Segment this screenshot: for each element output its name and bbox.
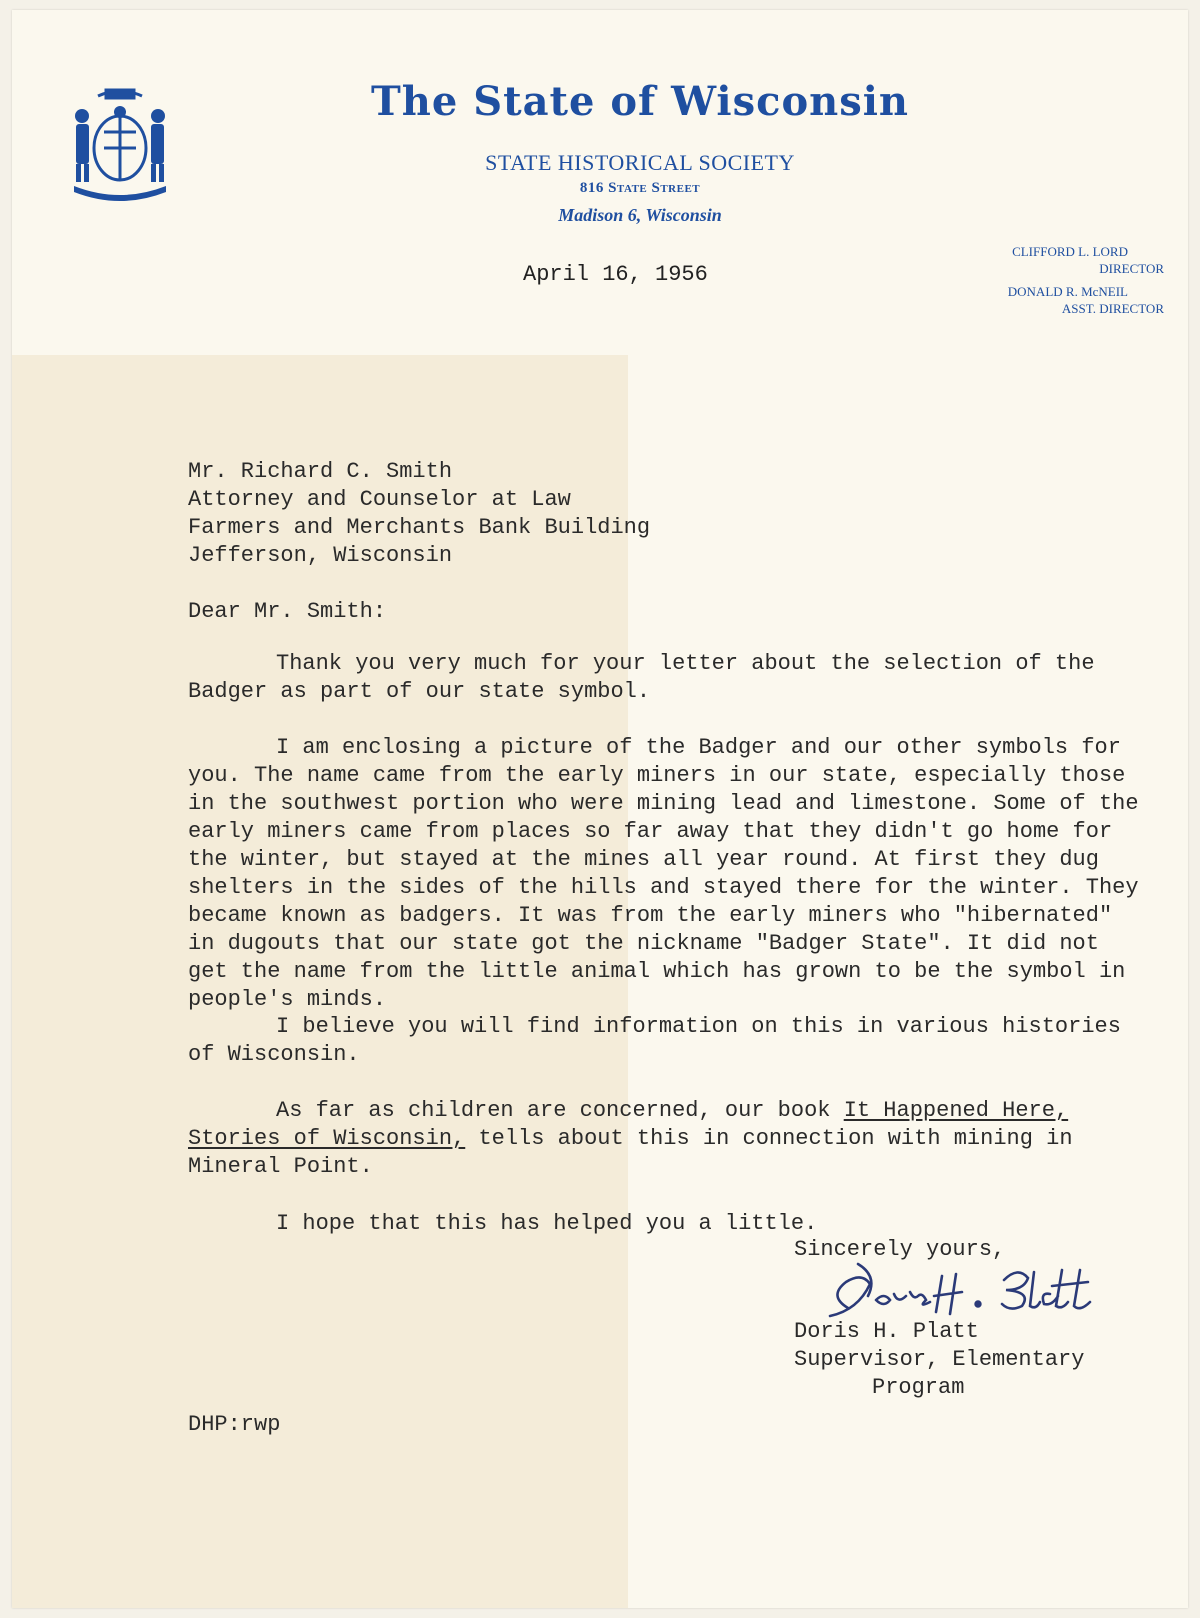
paragraph: I am enclosing a picture of the Badger and our other symbols for you. The name came from the early miners in our state, especially those in the southwest portion who were mining lead and limestone. Some of the early miners came from places so far away that they didn't go home for the winter, but stayed at the mines all year round. At first they dug shelters in the sides of the hills and stayed there for the winter. They became known as badgers. It was from the early miners who "hibernated" in dugouts that our state got the nickname "Badger State". It did not get the name from the little animal which has grown to be the symbol in people's minds. — [188, 735, 1139, 1012]
recipient-name: Mr. Richard C. Smith — [188, 459, 453, 484]
book-title: It Happened Here, Stories of Wisconsin, — [188, 1098, 1069, 1151]
reference-initials: DHP:rwp — [188, 1412, 281, 1437]
staff-name: DONALD R. McNEIL — [1007, 284, 1128, 299]
letter-date: April 16, 1956 — [523, 262, 708, 287]
staff-role: ASST. DIRECTOR — [1061, 301, 1164, 316]
staff-name: CLIFFORD L. LORD — [1012, 244, 1128, 259]
handwritten-signature — [818, 1256, 1158, 1326]
signer-title: Supervisor, Elementary — [794, 1347, 1085, 1372]
letterhead-title: The State of Wisconsin — [370, 78, 909, 125]
staff-role: DIRECTOR — [1099, 261, 1164, 276]
paragraph: I hope that this has helped you a little. — [276, 1211, 818, 1236]
signer-title-line2: Program — [872, 1375, 965, 1400]
recipient-city: Jefferson, Wisconsin — [188, 543, 453, 568]
recipient-address — [188, 458, 1148, 570]
recipient-title: Attorney and Counselor at Law — [188, 487, 571, 512]
recipient-building: Farmers and Merchants Bank Building — [188, 515, 651, 540]
letterhead-city: Madison 6, Wisconsin — [558, 205, 722, 225]
letterhead-society: STATE HISTORICAL SOCIETY — [485, 150, 795, 175]
state-seal-icon — [68, 86, 172, 202]
signer-block — [794, 1318, 1084, 1402]
salutation: Dear Mr. Smith: — [188, 599, 387, 624]
paragraph: Thank you very much for your letter about the selection of the Badger as part of our state symbol. — [188, 651, 1095, 704]
valediction: Sincerely yours, — [794, 1237, 1006, 1262]
paragraph: As far as children are concerned, our book It Happened Here, Stories of Wisconsin, tells about this in connection with mining in Mineral Point. — [188, 1098, 1073, 1179]
signer-name: Doris H. Platt — [794, 1319, 979, 1344]
staff-list — [904, 243, 1164, 317]
paragraph: I believe you will find information on this in various histories of Wisconsin. — [188, 1014, 1121, 1067]
letterhead-street: 816 State Street — [579, 180, 701, 196]
